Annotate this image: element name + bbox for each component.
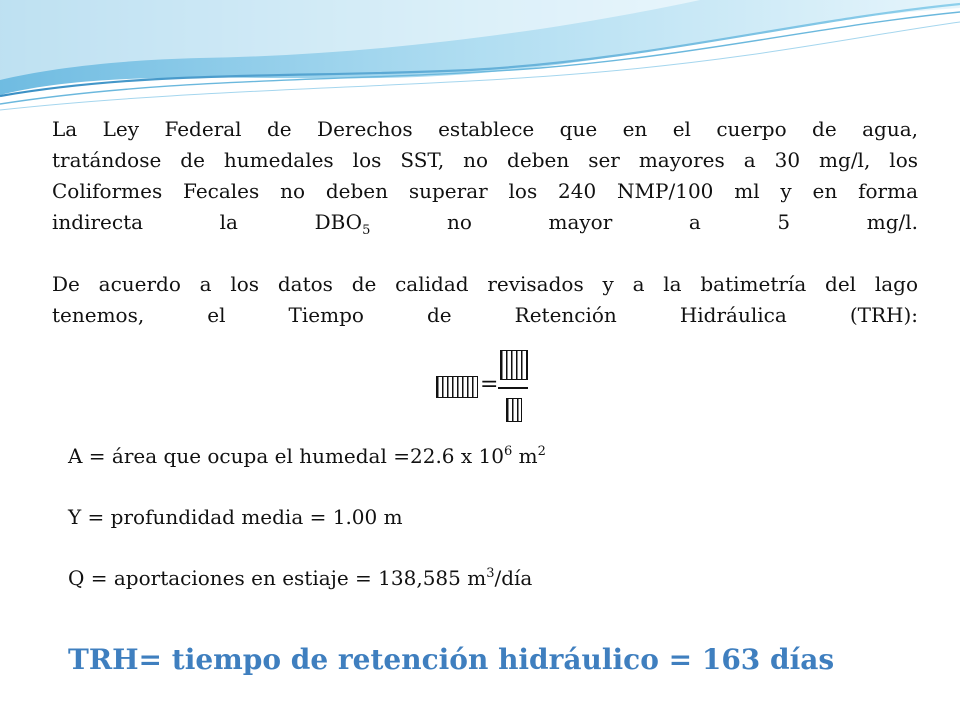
paragraph1-line3: Coliformes Fecales no deben superar los 240 NMP/100 ml y en forma [52, 179, 918, 203]
definition-area-unit-exponent: 2 [537, 444, 546, 459]
paragraph1-line1: La Ley Federal de Derechos establece que en el cuerpo de agua, [52, 117, 918, 141]
definition-flow-exponent: 3 [486, 566, 495, 581]
body-text [52, 114, 918, 331]
definition-flow-suffix: /día [494, 566, 533, 590]
paragraph1-line2: tratándose de humedales los SST, no deben ser mayores a 30 mg/l, los [52, 148, 918, 172]
definition-flow [68, 564, 546, 592]
definition-flow-text: Q = aportaciones en estiaje = 138,585 m [68, 566, 487, 590]
dbo-subscript: 5 [362, 223, 371, 238]
formula-fraction-bar [498, 387, 528, 389]
formula-denominator-glyphs [506, 398, 522, 422]
definition-area-text: A = área que ocupa el humedal =22.6 x 10 [68, 444, 504, 468]
definition-depth: Y = profundidad media = 1.00 m [68, 505, 403, 529]
paragraph1-line4-end: no mayor a 5 mg/l. [370, 210, 919, 234]
paragraph2-line1: De acuerdo a los datos de calidad revisados y a la batimetría del lago [52, 272, 918, 296]
definition-area-exponent: 6 [503, 444, 513, 459]
paragraph1-line4-start: indirecta la DBO [52, 210, 363, 234]
formula-numerator-glyphs [500, 350, 528, 380]
formula-equals-sign: = [480, 372, 499, 397]
header-wave-decoration [0, 0, 960, 120]
paragraph-spacer [52, 238, 918, 269]
definition-area [68, 442, 546, 470]
definition-area-unit: m [512, 444, 538, 468]
trh-formula [436, 348, 536, 430]
paragraph1-line4 [52, 207, 918, 238]
formula-lhs-glyphs [436, 376, 478, 398]
paragraph2-line2: tenemos, el Tiempo de Retención Hidráulica (TRH): [52, 303, 918, 327]
definitions [68, 442, 546, 625]
trh-result: TRH= tiempo de retención hidráulico = 163 días [68, 643, 835, 676]
